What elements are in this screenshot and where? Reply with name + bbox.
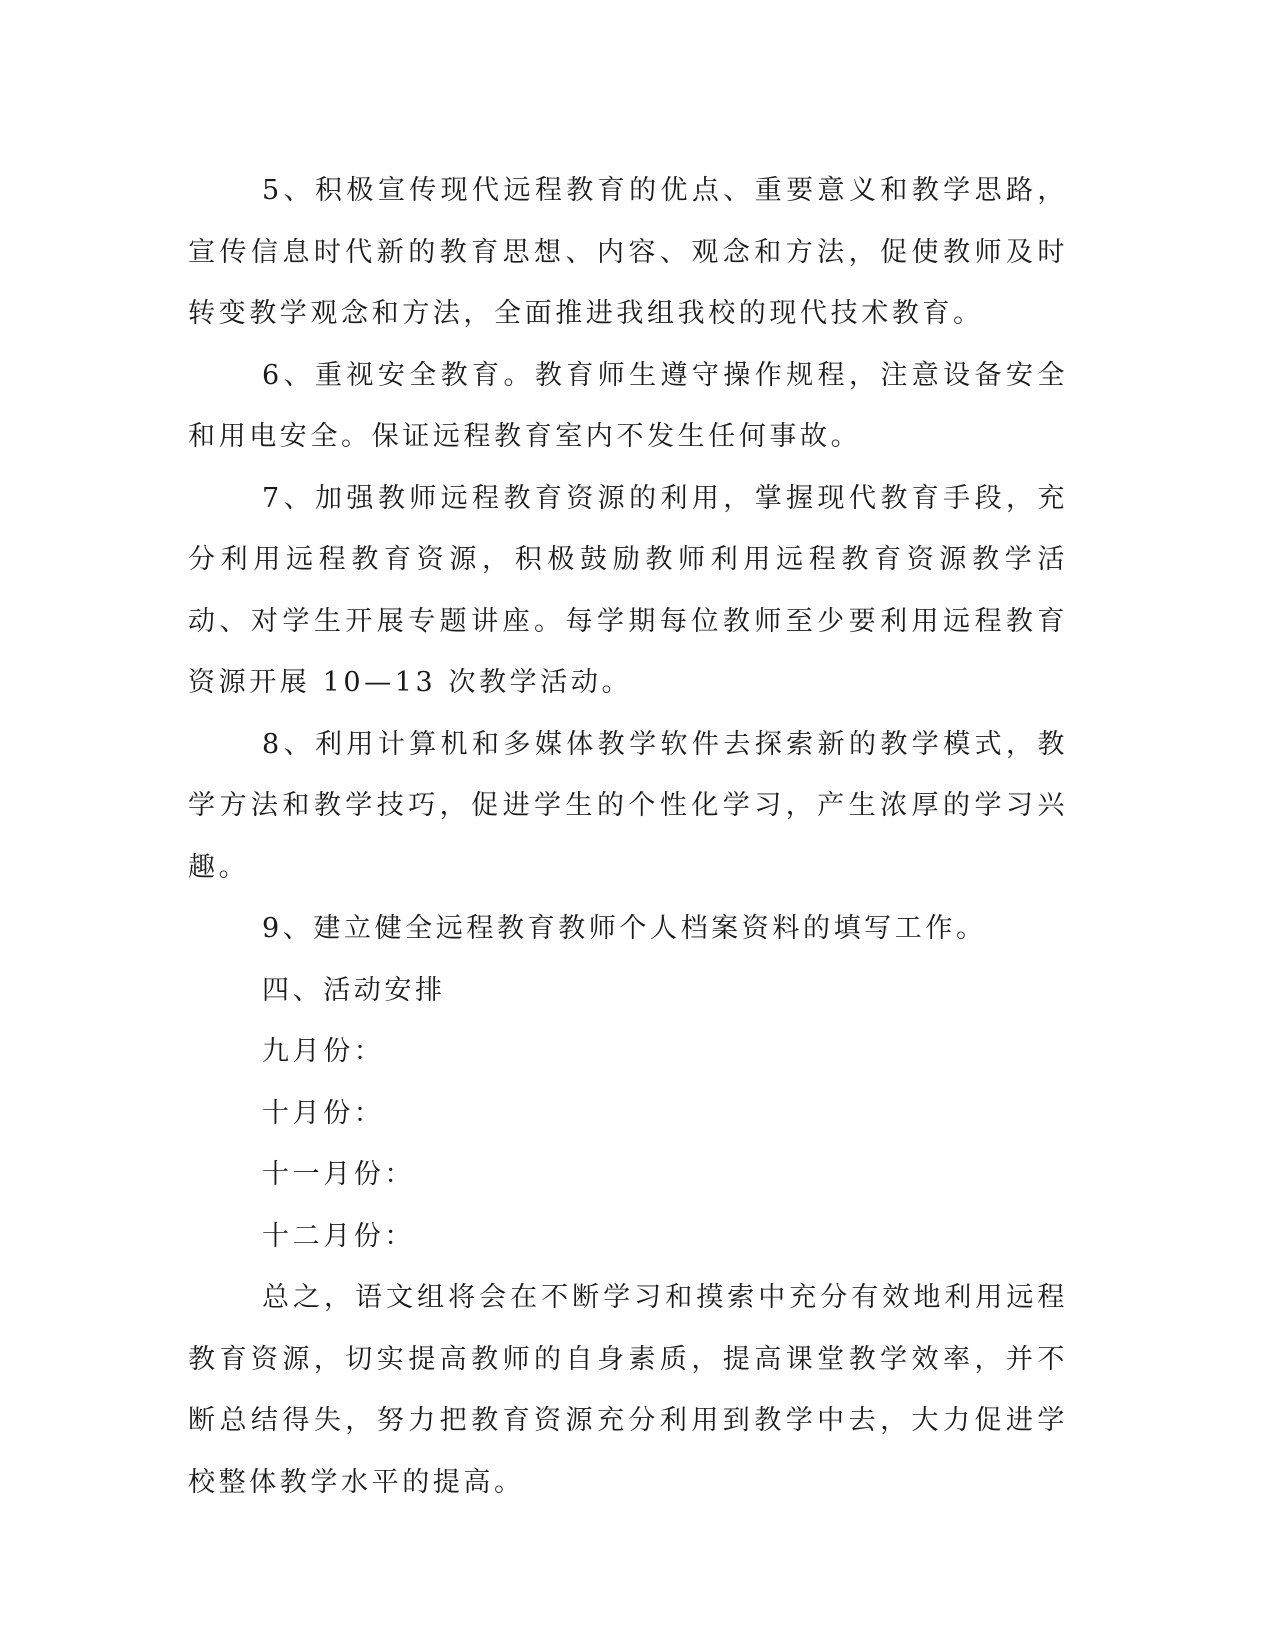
document-body bbox=[188, 160, 1068, 1513]
month-december: 十二月份： bbox=[262, 1220, 415, 1252]
month-november: 十一月份： bbox=[262, 1159, 415, 1190]
paragraph-item-9: 9、建立健全远程教育教师个人档案资料的填写工作。 bbox=[262, 913, 987, 944]
month-october: 十月份： bbox=[262, 1097, 385, 1129]
paragraph-item-5: 5、积极宣传现代远程教育的优点、重要意义和教学思路，宣传信息时代新的教育思想、内容、观念和方法，促使教师及时转变教学观念和方法，全面推进我组我校的现代技术教育。 bbox=[188, 175, 1068, 329]
paragraph-item-7: 7、加强教师远程教育资源的利用，掌握现代教育手段，充分利用远程教育资源，积极鼓励教师利用远程教育资源教学活动、对学生开展专题讲座。每学期每位教师至少要利用远程教育资源开展 10—13 次教学活动。 bbox=[188, 482, 1068, 698]
month-september: 九月份： bbox=[262, 1036, 385, 1067]
paragraph-item-6: 6、重视安全教育。教育师生遵守操作规程，注意设备安全和用电安全。保证远程教育室内不发生任何事故。 bbox=[188, 359, 1068, 452]
section-heading: 四、活动安排 bbox=[262, 974, 446, 1006]
summary-paragraph: 总之，语文组将会在不断学习和摸索中充分有效地利用远程教育资源，切实提高教师的自身素质，提高课堂教学效率，并不断总结得失，努力把教育资源充分利用到教学中去，大力促进学校整体教学水平的提高。 bbox=[188, 1282, 1068, 1498]
paragraph-item-8: 8、利用计算机和多媒体教学软件去探索新的教学模式，教学方法和教学技巧，促进学生的个性化学习，产生浓厚的学习兴趣。 bbox=[188, 728, 1068, 883]
